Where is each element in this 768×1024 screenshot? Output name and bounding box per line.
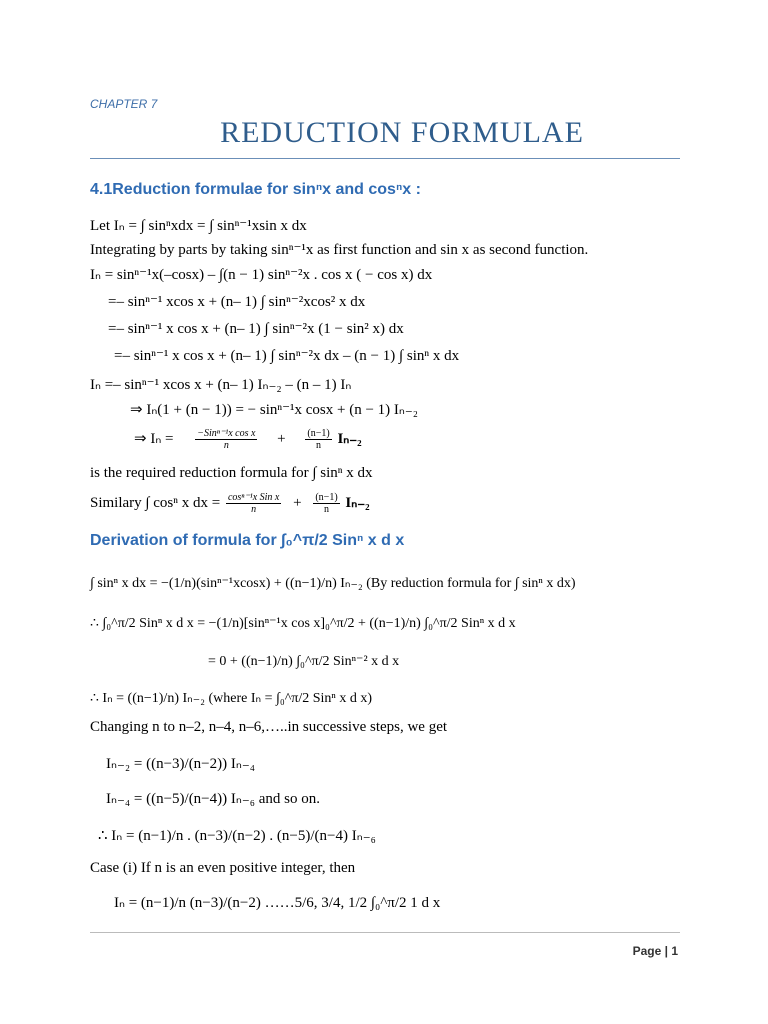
equation-line: Iₙ = (n−1)/n (n−3)/(n−2) ……5/6, 3/4, 1/2 ∫₀^π/2 1 d x bbox=[114, 895, 441, 911]
equation-line: =– sinⁿ⁻¹ x cos x + (n– 1) ∫ sinⁿ⁻²x dx – (n − 1) ∫ sinⁿ x dx bbox=[114, 348, 460, 364]
equation-line: Iₙ₋₂ = ((n−3)/(n−2)) Iₙ₋₄ bbox=[106, 756, 256, 772]
plus-sign: + bbox=[293, 494, 302, 511]
section-heading-1: 4.1Reduction formulae for sinⁿx and cosⁿx : bbox=[90, 181, 421, 198]
equation-line bbox=[90, 492, 370, 515]
text-line: is the required reduction formula for ∫ sinⁿ x dx bbox=[90, 465, 373, 481]
equation-line: =– sinⁿ⁻¹ xcos x + (n– 1) ∫ sinⁿ⁻²xcos² x dx bbox=[108, 294, 366, 310]
title-underline bbox=[90, 158, 680, 159]
equation-line: ∴ ∫₀^π/2 Sinⁿ x d x = −(1/n)[sinⁿ⁻¹x cos x]₀^π/2 + ((n−1)/n) ∫₀^π/2 Sinⁿ x d x bbox=[90, 616, 516, 631]
fraction-numerator: (n−1) bbox=[307, 428, 330, 439]
page-number: Page | 1 bbox=[632, 944, 678, 958]
equation-lhs: ⇒ Iₙ = bbox=[134, 430, 174, 447]
equation-line: Iₙ =– sinⁿ⁻¹ xcos x + (n– 1) Iₙ₋₂ – (n – 1) Iₙ bbox=[90, 377, 352, 393]
equation-line bbox=[134, 428, 362, 451]
footer-divider bbox=[90, 932, 680, 933]
equation-term: Iₙ₋₂ bbox=[337, 430, 362, 447]
fraction-denominator: n bbox=[223, 440, 229, 451]
fraction-numerator: cosⁿ⁻¹x Sin x bbox=[227, 492, 280, 503]
fraction-numerator: (n−1) bbox=[315, 492, 338, 503]
equation-line: Iₙ = sinⁿ⁻¹x(–cosx) – ∫(n − 1) sinⁿ⁻²x . cos x ( − cos x) dx bbox=[90, 267, 433, 283]
text-line: Changing n to n–2, n–4, n–6,…..in successive steps, we get bbox=[90, 719, 448, 735]
text-line: Integrating by parts by taking sinⁿ⁻¹x as first function and sin x as second function. bbox=[90, 242, 589, 258]
text-line: Case (i) If n is an even positive integer, then bbox=[90, 860, 356, 876]
plus-sign: + bbox=[277, 430, 286, 447]
equation-line: = 0 + ((n−1)/n) ∫₀^π/2 Sinⁿ⁻² x d x bbox=[208, 654, 400, 669]
fraction-denominator: n bbox=[316, 440, 322, 451]
equation-line: ∫ sinⁿ x dx = −(1/n)(sinⁿ⁻¹xcosx) + ((n−1)/n) Iₙ₋₂ (By reduction formula for ∫ sinⁿ x dx) bbox=[90, 576, 576, 591]
fraction bbox=[226, 492, 281, 515]
page-title: REDUCTION FORMULAE bbox=[220, 116, 584, 149]
fraction bbox=[305, 428, 331, 451]
equation-term: Iₙ₋₂ bbox=[345, 494, 370, 511]
fraction-denominator: n bbox=[324, 504, 329, 515]
equation-line: ∴ Iₙ = ((n−1)/n) Iₙ₋₂ (where Iₙ = ∫₀^π/2 Sinⁿ x d x) bbox=[90, 691, 372, 706]
equation-line: ⇒ Iₙ(1 + (n − 1)) = − sinⁿ⁻¹x cosx + (n − 1) Iₙ₋₂ bbox=[130, 402, 419, 418]
fraction-denominator: n bbox=[251, 504, 257, 515]
fraction bbox=[195, 428, 257, 451]
equation-lhs: Similary ∫ cosⁿ x dx = bbox=[90, 494, 221, 511]
equation-line: Iₙ₋₄ = ((n−5)/(n−4)) Iₙ₋₆ and so on. bbox=[106, 791, 320, 807]
chapter-label: CHAPTER 7 bbox=[90, 97, 158, 111]
fraction-numerator: −Sinⁿ⁻¹x cos x bbox=[197, 428, 256, 439]
equation-line: =– sinⁿ⁻¹ x cos x + (n– 1) ∫ sinⁿ⁻²x (1 − sin² x) dx bbox=[108, 321, 404, 337]
section-heading-2: Derivation of formula for ∫₀^π/2 Sinⁿ x d x bbox=[90, 532, 405, 549]
equation-line: ∴ Iₙ = (n−1)/n . (n−3)/(n−2) . (n−5)/(n−4) Iₙ₋₆ bbox=[98, 828, 376, 844]
equation-line: Let Iₙ = ∫ sinⁿxdx = ∫ sinⁿ⁻¹xsin x dx bbox=[90, 218, 307, 234]
fraction bbox=[313, 492, 339, 515]
